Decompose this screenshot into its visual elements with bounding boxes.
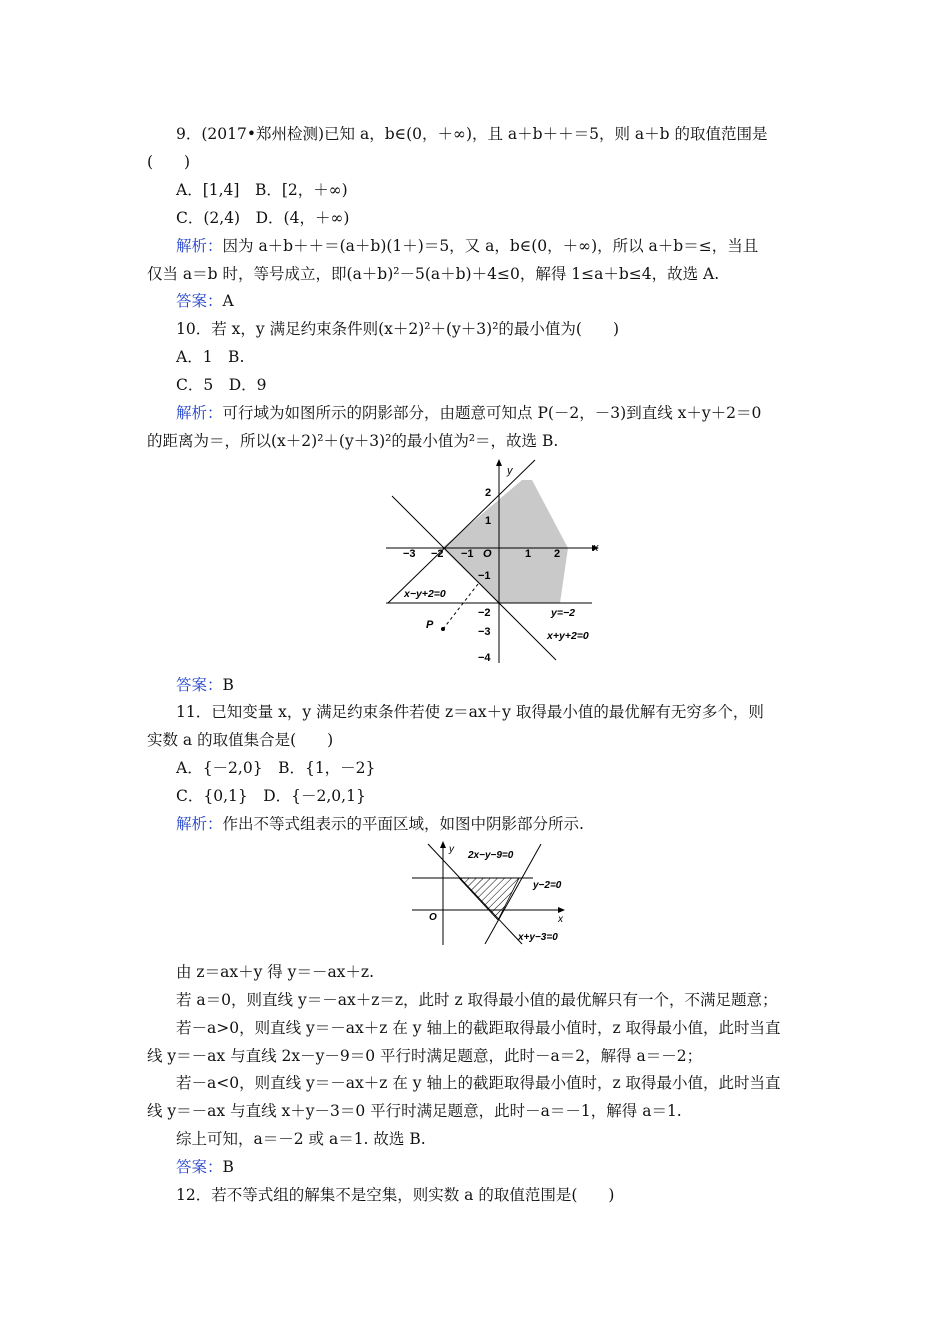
x-tick-label: −3: [403, 548, 416, 560]
point-p-label: P: [426, 619, 434, 631]
q11-answer: 答案：B: [176, 1158, 234, 1176]
q9-stem-line1: 9．(2017•郑州检测)已知 a，b∈(0，＋∞)，且 a＋b＋＋＝5，则 a＋b 的取值范围是: [176, 125, 768, 143]
y-axis-arrow-icon: [440, 841, 446, 848]
x-tick-label: −2: [431, 548, 444, 560]
q10-shaded-region: [442, 480, 568, 603]
y-axis-label: y: [507, 465, 513, 477]
q9-analysis-line2: 仅当 a＝b 时，等号成立，即(a＋b)²－5(a＋b)＋4≤0，解得 1≤a＋b≤4，故选 A.: [147, 265, 720, 283]
x-tick-label: 1: [525, 548, 532, 560]
q10-options-cd: C．5 D．9: [176, 376, 267, 394]
q10-options-ab: A．1 B.: [176, 348, 245, 366]
q11-body-line1: 由 z＝ax＋y 得 y＝－ax＋z.: [176, 963, 375, 981]
answer-label: 答案：: [176, 1158, 223, 1176]
analysis-label: 解析：: [176, 237, 223, 255]
origin-label: O: [483, 548, 492, 560]
q9-options-cd: C．(2,4) D．(4，＋∞): [176, 209, 350, 227]
q10-stem: 10．若 x，y 满足约束条件则(x＋2)²＋(y＋3)²的最小值为( ): [176, 320, 620, 338]
q11-body-line7: 综上可知，a＝－2 或 a＝1. 故选 B.: [176, 1130, 426, 1148]
line-label-x-plus-y-minus-3: x+y−3=0: [518, 932, 558, 943]
answer-label: 答案：: [176, 292, 223, 310]
q10-analysis-line2: 的距离为＝，所以(x＋2)²＋(y＋3)²的最小值为²＝，故选 B.: [147, 432, 559, 450]
line-label-x-plus-y-plus-2: x+y+2=0: [547, 630, 589, 642]
q11-body-line4: 线 y＝－ax 与直线 2x－y－9＝0 平行时满足题意，此时－a＝2，解得 a＝－2；: [147, 1047, 703, 1065]
y-tick-label: 2: [485, 487, 492, 499]
q10-feasible-region-figure: [380, 458, 610, 664]
q11-options-ab: A．{－2,0} B．{1，－2}: [176, 759, 376, 777]
line-label-y-minus-2: y−2=0: [533, 880, 562, 891]
q11-feasible-region-figure: [408, 840, 578, 950]
q10-point-p-dot: [441, 627, 445, 631]
q10-analysis-line1: 解析：可行域为如图所示的阴影部分，由题意可知点 P(－2，－3)到直线 x＋y＋2＝0: [176, 404, 762, 422]
y-axis-arrow-icon: [496, 459, 502, 466]
analysis-label: 解析：: [176, 815, 223, 833]
q11-options-cd: C．{0,1} D．{－2,0,1}: [176, 787, 366, 805]
x-axis-arrow-icon: [558, 907, 565, 913]
x-axis-label: x: [593, 542, 599, 554]
line-label-y-minus-2: y=−2: [551, 607, 575, 619]
y-tick-label: −4: [478, 652, 491, 664]
q11-body-line5: 若－a<0，则直线 y＝－ax＋z 在 y 轴上的截距取得最小值时，z 取得最小值，此时当直: [176, 1074, 781, 1092]
x-axis-label: x: [558, 914, 563, 925]
line-label-x-minus-y-plus-2: x−y+2=0: [404, 588, 446, 600]
q11-body-line6: 线 y＝－ax 与直线 x＋y－3＝0 平行时满足题意，此时－a＝－1，解得 a＝1.: [147, 1102, 682, 1120]
analysis-label: 解析：: [176, 404, 223, 422]
y-tick-label: −1: [478, 570, 491, 582]
q10-distance-dashed: [443, 584, 478, 629]
y-axis-label: y: [449, 844, 454, 855]
q10-answer: 答案：B: [176, 676, 234, 694]
y-tick-label: −3: [478, 626, 491, 638]
x-tick-label: 2: [554, 548, 561, 560]
q11-body-line3: 若－a>0，则直线 y＝－ax＋z 在 y 轴上的截距取得最小值时，z 取得最小值，此时当直: [176, 1019, 781, 1037]
q11-stem-line2: 实数 a 的取值集合是( ): [147, 731, 334, 749]
q12-stem: 12．若不等式组的解集不是空集，则实数 a 的取值范围是( ): [176, 1186, 615, 1204]
q9-answer: 答案：A: [176, 292, 234, 310]
y-tick-label: 1: [485, 515, 492, 527]
q9-options-ab: A．[1,4] B．[2，＋∞): [176, 181, 348, 199]
x-tick-label: −1: [461, 548, 474, 560]
line-label-2x-minus-y-minus-9: 2x−y−9=0: [468, 850, 514, 861]
answer-label: 答案：: [176, 676, 223, 694]
q9-analysis-line1: 解析：因为 a＋b＋＋＝(a＋b)(1＋)＝5，又 a，b∈(0，＋∞)，所以 a＋b＝≤，当且: [176, 237, 759, 255]
origin-label: O: [429, 912, 437, 923]
q9-stem-line2: ( ): [147, 153, 191, 171]
q11-body-line2: 若 a＝0，则直线 y＝－ax＋z＝z，此时 z 取得最小值的最优解只有一个，不满足题意；: [176, 991, 778, 1009]
q11-stem-line1: 11．已知变量 x，y 满足约束条件若使 z＝ax＋y 取得最小值的最优解有无穷多个，则: [176, 703, 764, 721]
y-tick-label: −2: [478, 607, 491, 619]
q11-analysis-line1: 解析：作出不等式组表示的平面区域，如图中阴影部分所示.: [176, 815, 584, 833]
